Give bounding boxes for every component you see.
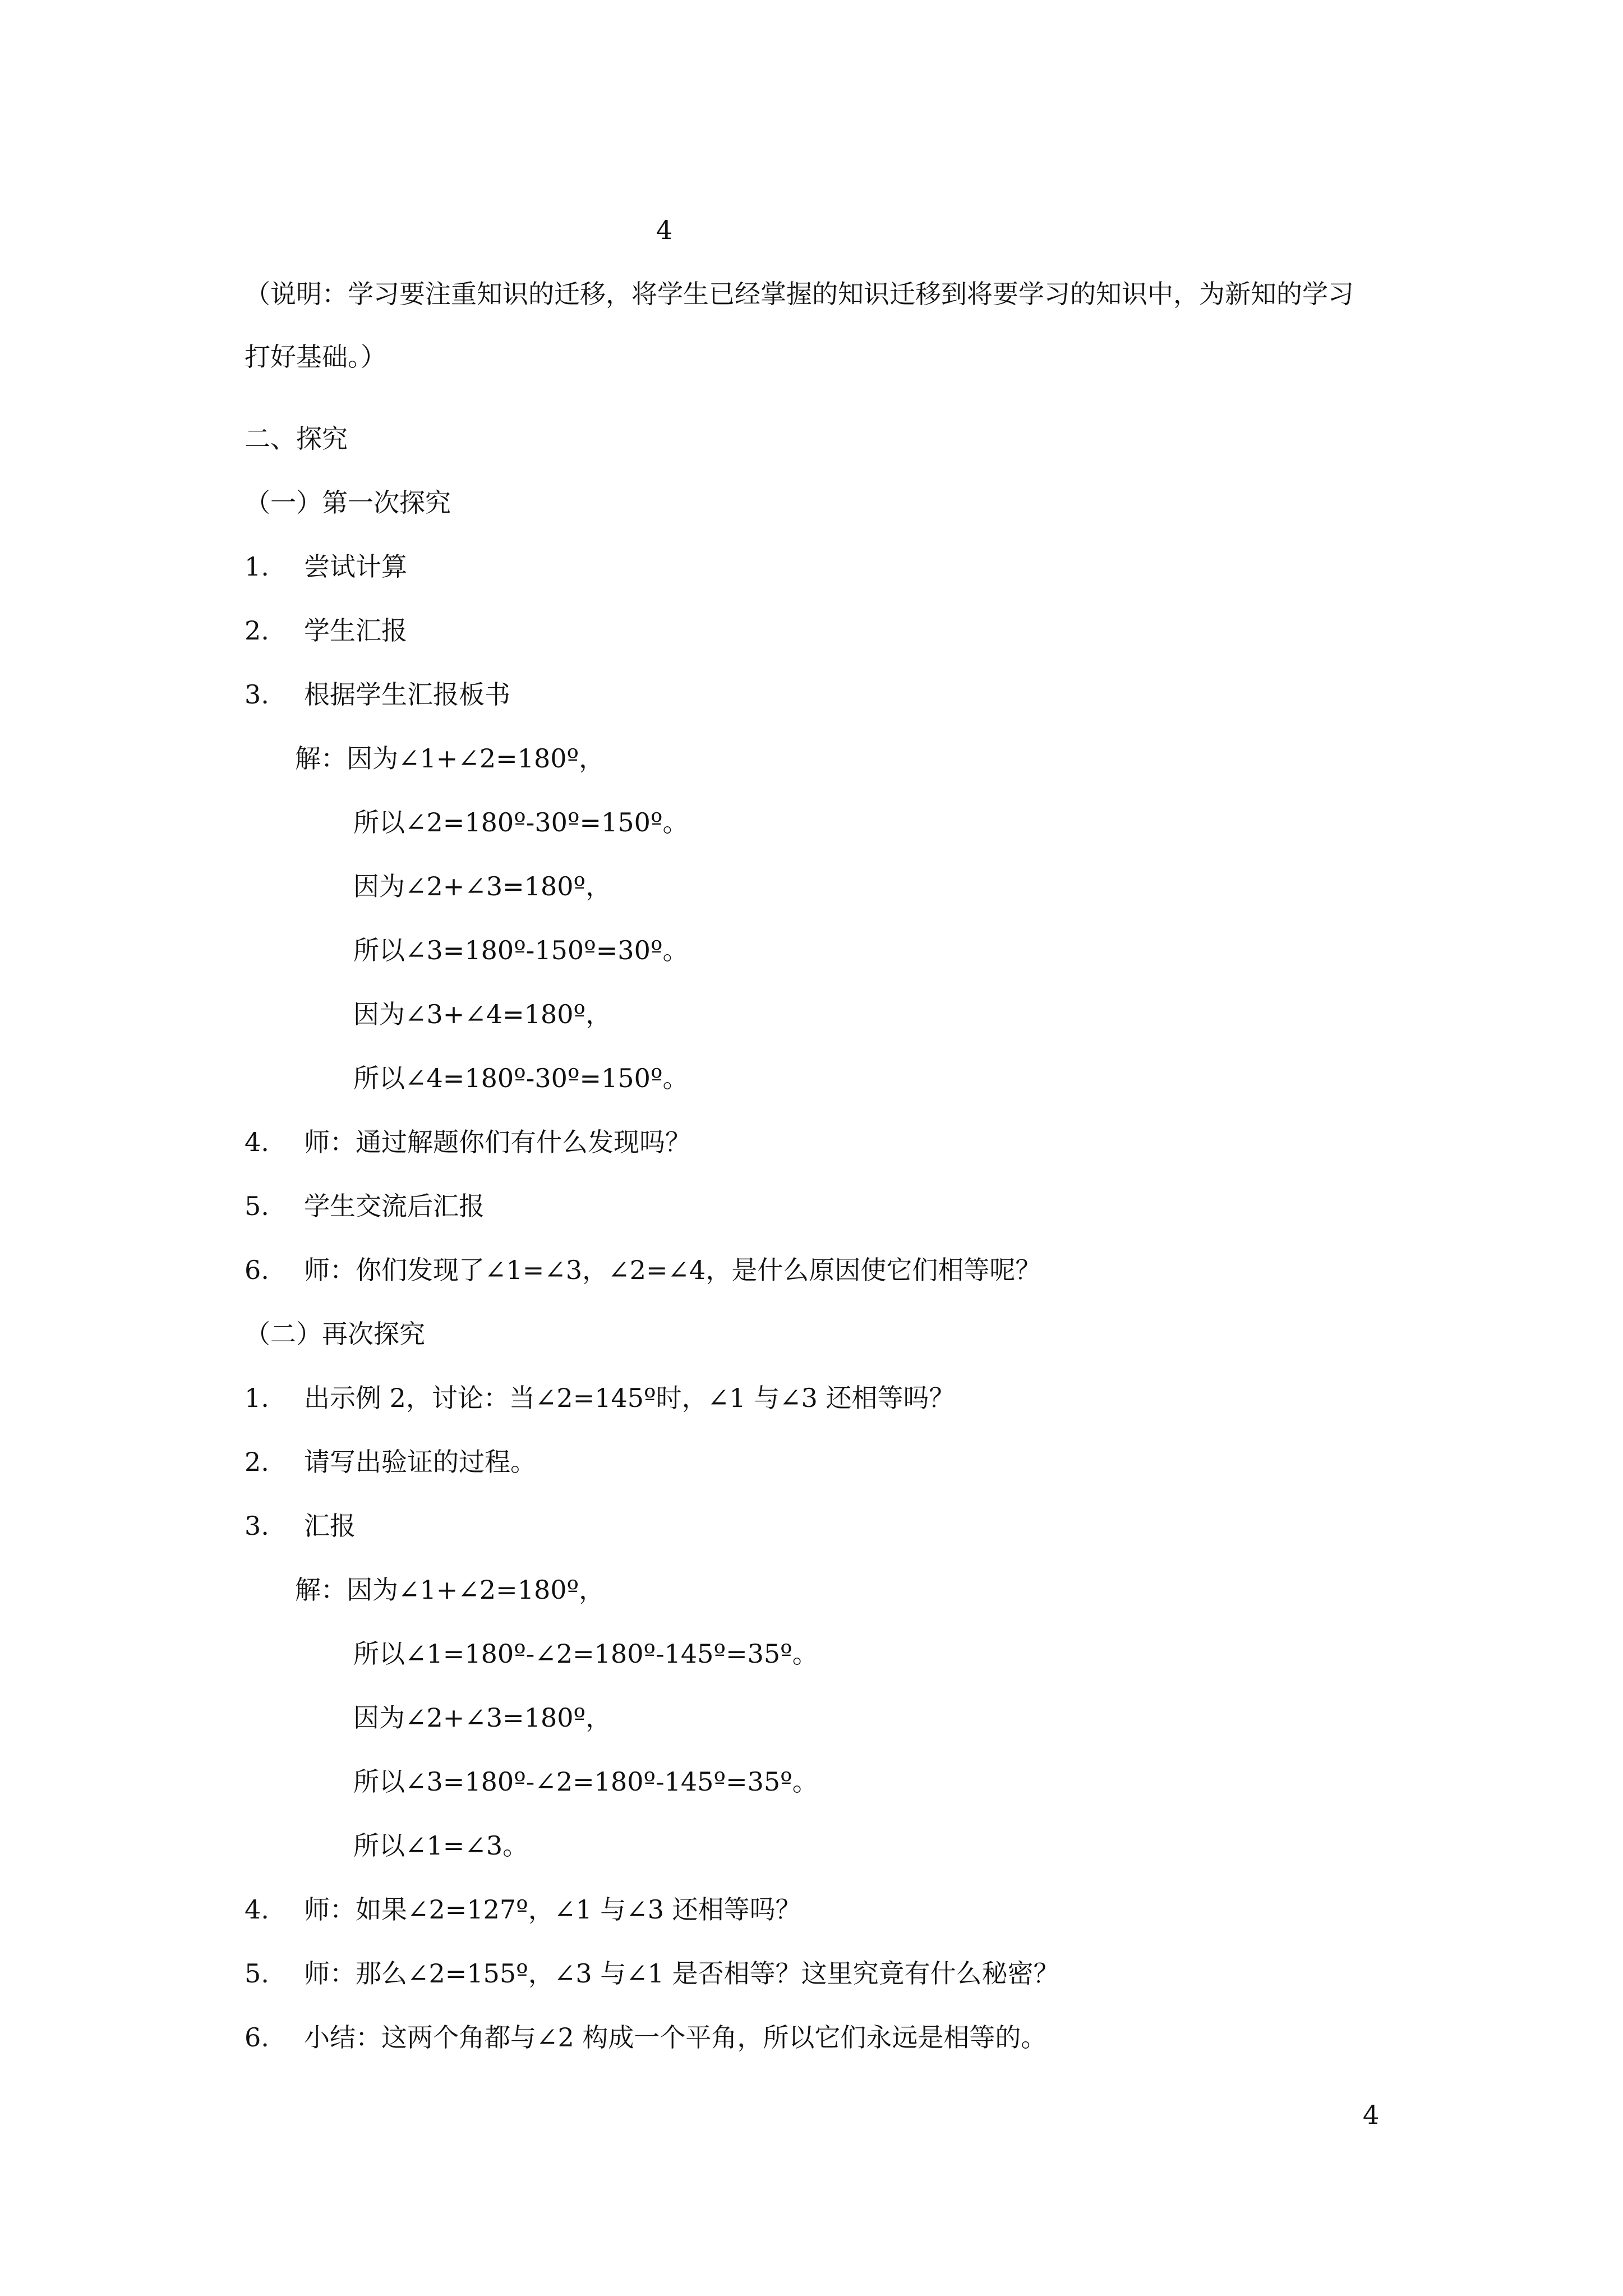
list-item-number: 1.: [245, 1383, 269, 1413]
list-item: [245, 1190, 485, 1222]
solution-lead: 解：因为∠1+∠2=180º，: [295, 743, 605, 774]
solution-line: 因为∠3+∠4=180º，: [353, 999, 612, 1029]
list-item-text: 师：你们发现了∠1=∠3，∠2=∠4，是什么原因使它们相等呢？: [304, 1255, 1041, 1285]
list-item: [245, 1958, 1059, 1989]
solution-lead: 解：因为∠1+∠2=180º，: [295, 1575, 605, 1605]
list-item: [245, 1382, 955, 1414]
list-item: [245, 551, 407, 582]
list-item: [245, 679, 510, 710]
list-item-text: 出示例 2，讨论：当∠2=145º时，∠1 与∠3 还相等吗？: [304, 1383, 955, 1413]
list-item: [245, 1126, 691, 1158]
list-item-text: 根据学生汇报板书: [304, 679, 510, 710]
solution-line: 因为∠2+∠3=180º，: [353, 1703, 612, 1733]
list-item-text: 请写出验证的过程。: [304, 1447, 536, 1477]
list-item-number: 2.: [245, 1447, 269, 1477]
list-item-number: 4.: [245, 1127, 269, 1157]
list-item-text: 汇报: [304, 1511, 356, 1541]
list-item-number: 2.: [245, 615, 269, 646]
list-item: [245, 2022, 1046, 2053]
top-number: 4: [656, 215, 673, 245]
list-item-number: 1.: [245, 551, 269, 582]
part1-title: （一）第一次探究: [245, 487, 451, 518]
part2-title: （二）再次探究: [245, 1319, 425, 1349]
list-item-number: 5.: [245, 1191, 269, 1221]
solution-line: 所以∠4=180º-30º=150º。: [353, 1063, 689, 1093]
solution-line: 所以∠2=180º-30º=150º。: [353, 807, 689, 838]
section-title: 二、探究: [245, 424, 348, 454]
list-item-text: 学生汇报: [304, 615, 407, 646]
solution-line: 所以∠3=180º-150º=30º。: [353, 935, 689, 965]
list-item-number: 4.: [245, 1894, 269, 1925]
list-item-text: 学生交流后汇报: [304, 1191, 485, 1221]
list-item-number: 3.: [245, 679, 269, 710]
page-number: 4: [1363, 2100, 1380, 2130]
list-item-text: 师：如果∠2=127º，∠1 与∠3 还相等吗？: [304, 1894, 801, 1925]
list-item: [245, 615, 407, 646]
list-item-text: 小结：这两个角都与∠2 构成一个平角，所以它们永远是相等的。: [304, 2022, 1047, 2053]
list-item-number: 6.: [245, 1255, 269, 1285]
note-paragraph: （说明：学习要注重知识的迁移，将学生已经掌握的知识迁移到将要学习的知识中，为新知的学习打好基础。）: [245, 279, 1354, 372]
list-item-number: 3.: [245, 1511, 269, 1541]
list-item: [245, 1254, 1041, 1286]
solution-line: 因为∠2+∠3=180º，: [353, 871, 612, 901]
list-item-text: 师：通过解题你们有什么发现吗？: [304, 1127, 691, 1157]
list-item-number: 5.: [245, 1958, 269, 1989]
list-item-text: 师：那么∠2=155º，∠3 与∠1 是否相等？这里究竟有什么秘密？: [304, 1958, 1059, 1989]
list-item-text: 尝试计算: [304, 551, 407, 582]
list-item: [245, 1510, 356, 1542]
solution-line: 所以∠1=180º-∠2=180º-145º=35º。: [353, 1639, 818, 1669]
solution-line: 所以∠1=∠3。: [353, 1830, 529, 1861]
list-item: [245, 1446, 536, 1478]
solution-line: 所以∠3=180º-∠2=180º-145º=35º。: [353, 1766, 818, 1797]
list-item: [245, 1894, 801, 1925]
list-item-number: 6.: [245, 2022, 269, 2053]
